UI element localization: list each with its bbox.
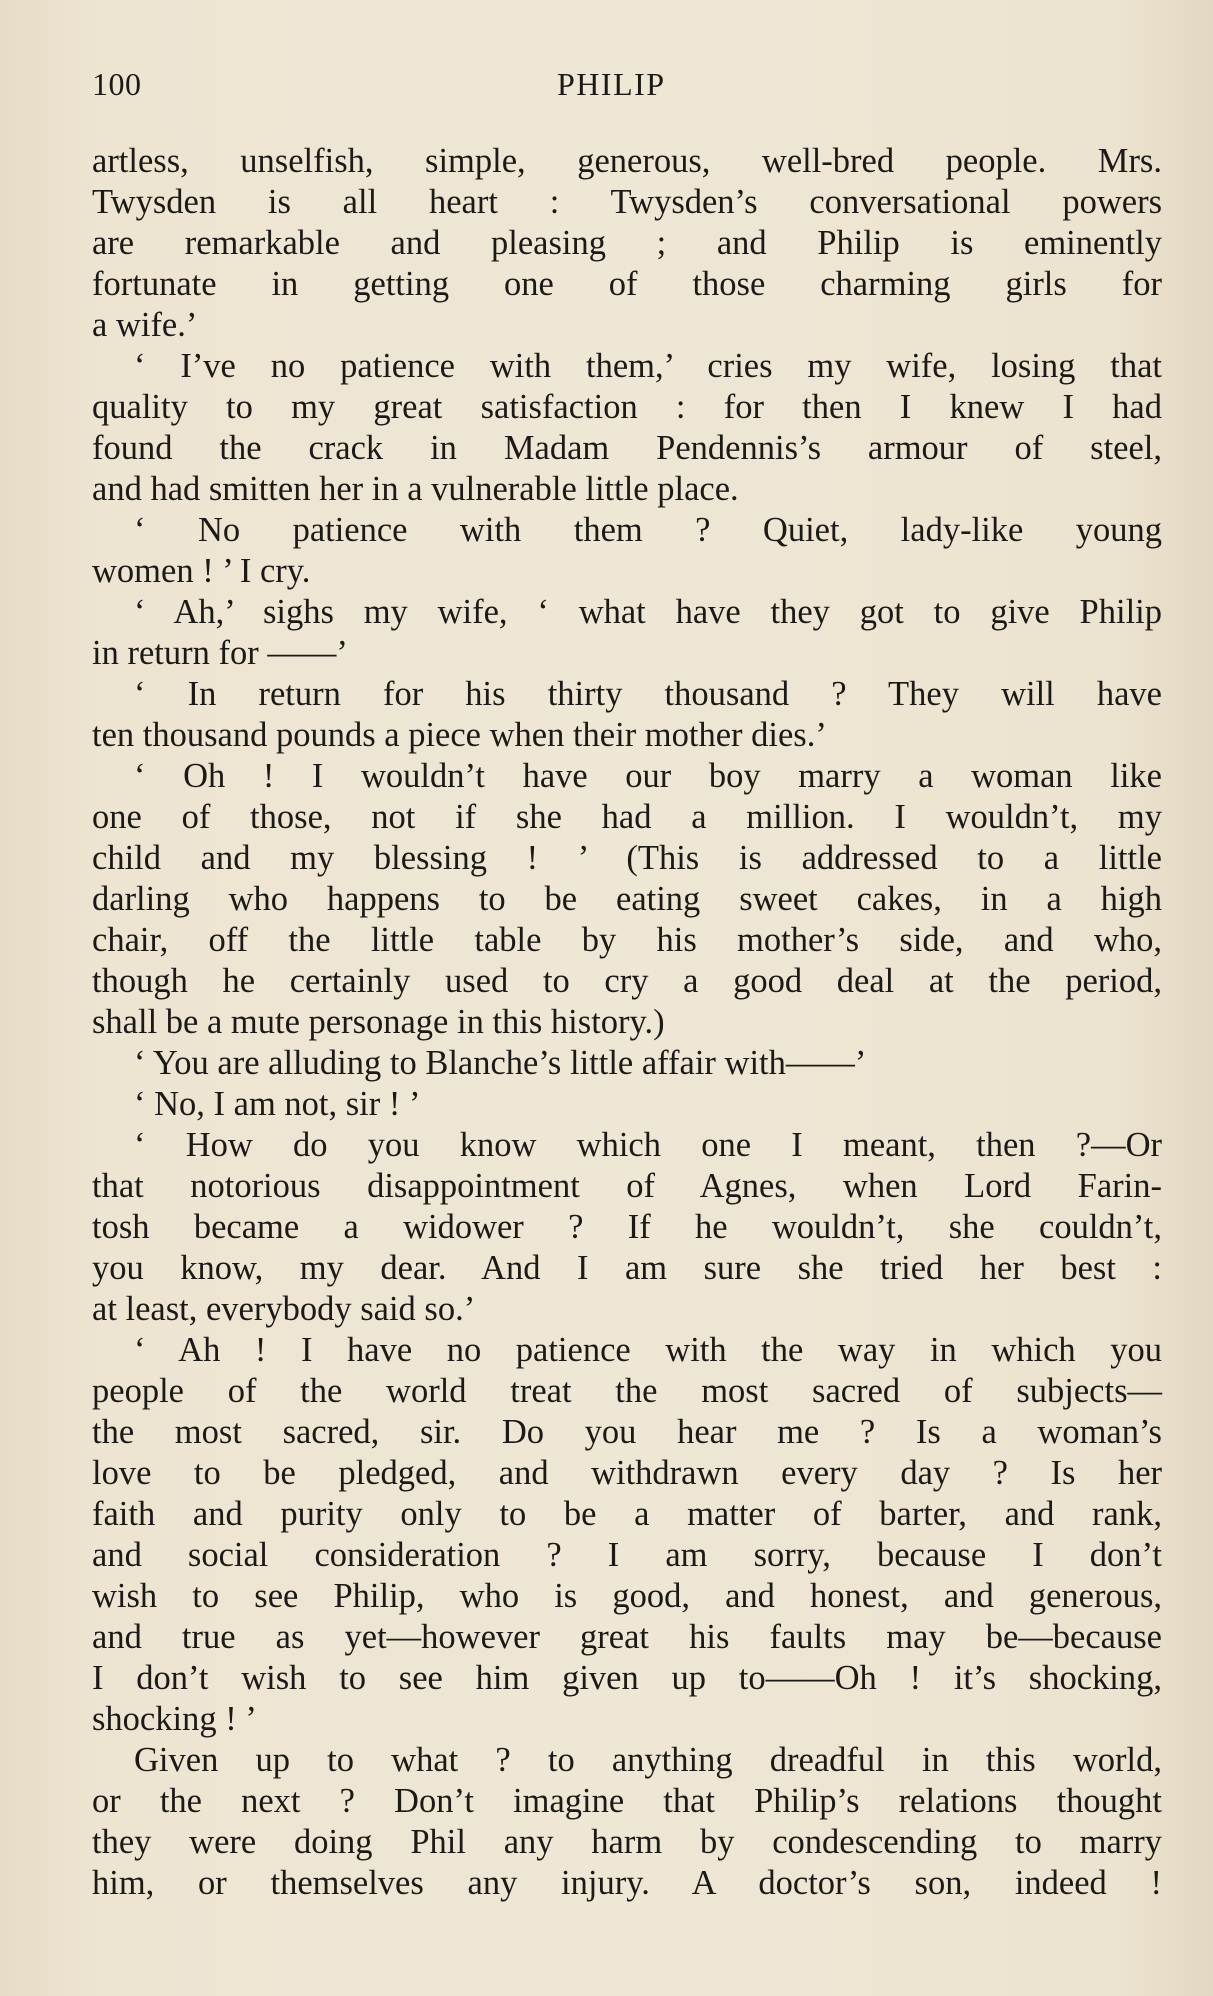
page-number: 100 [92, 66, 142, 102]
text-line: ‘ You are alluding to Blanche’s little affair with——’ [134, 1044, 867, 1082]
text-line: shocking ! ’ [92, 1700, 257, 1738]
text-line: people of the world treat the most sacred of subjects— [92, 1372, 1162, 1410]
text-line: they were doing Phil any harm by condescending to marry [92, 1823, 1162, 1861]
text-line: Twysden is all heart : Twysden’s conversational powers [92, 183, 1162, 221]
text-line: ten thousand pounds a piece when their mother dies.’ [92, 716, 827, 754]
text-line: I don’t wish to see him given up to——Oh ! it’s shocking, [92, 1659, 1162, 1697]
text-line: ‘ How do you know which one I meant, then ?—Or [134, 1126, 1162, 1164]
text-line: ‘ Oh ! I wouldn’t have our boy marry a woman like [134, 757, 1162, 795]
text-line: at least, everybody said so.’ [92, 1290, 476, 1328]
text-line: fortunate in getting one of those charming girls for [92, 265, 1162, 303]
text-line: you know, my dear. And I am sure she tried her best : [92, 1249, 1162, 1287]
text-line: though he certainly used to cry a good deal at the period, [92, 962, 1162, 1000]
text-line: him, or themselves any injury. A doctor’s son, indeed ! [92, 1864, 1162, 1902]
text-line: and social consideration ? I am sorry, because I don’t [92, 1536, 1162, 1574]
text-line: are remarkable and pleasing ; and Philip is eminently [92, 224, 1162, 262]
text-line: in return for ——’ [92, 634, 348, 672]
text-line: ‘ No, I am not, sir ! ’ [134, 1085, 421, 1123]
text-line: found the crack in Madam Pendennis’s armour of steel, [92, 429, 1162, 467]
text-line: and true as yet—however great his faults may be—because [92, 1618, 1162, 1656]
text-line: that notorious disappointment of Agnes, when Lord Farin- [92, 1167, 1162, 1205]
text-line: the most sacred, sir. Do you hear me ? Is a woman’s [92, 1413, 1162, 1451]
body-text [92, 141, 1162, 1904]
text-line: a wife.’ [92, 306, 198, 344]
text-line: ‘ In return for his thirty thousand ? They will have [134, 675, 1162, 713]
text-line: love to be pledged, and withdrawn every day ? Is her [92, 1454, 1162, 1492]
text-line: women ! ’ I cry. [92, 552, 311, 590]
text-line: one of those, not if she had a million. I wouldn’t, my [92, 798, 1162, 836]
text-line: artless, unselfish, simple, generous, well-bred people. Mrs. [92, 142, 1162, 180]
text-line: shall be a mute personage in this history.) [92, 1003, 665, 1041]
running-title: PHILIP [557, 66, 666, 102]
text-line: child and my blessing ! ’ (This is addressed to a little [92, 839, 1162, 877]
text-line: ‘ Ah,’ sighs my wife, ‘ what have they got to give Philip [134, 593, 1162, 631]
text-line: tosh became a widower ? If he wouldn’t, she couldn’t, [92, 1208, 1162, 1246]
text-line: chair, off the little table by his mother’s side, and who, [92, 921, 1162, 959]
text-line: wish to see Philip, who is good, and honest, and generous, [92, 1577, 1162, 1615]
text-line: ‘ No patience with them ? Quiet, lady-like young [134, 511, 1162, 549]
text-line: ‘ I’ve no patience with them,’ cries my wife, losing that [134, 347, 1162, 385]
text-line: ‘ Ah ! I have no patience with the way in which you [134, 1331, 1162, 1369]
text-line: darling who happens to be eating sweet cakes, in a high [92, 880, 1162, 918]
running-head [92, 66, 1162, 110]
text-line: and had smitten her in a vulnerable little place. [92, 470, 739, 508]
text-line: quality to my great satisfaction : for then I knew I had [92, 388, 1162, 426]
text-line: Given up to what ? to anything dreadful in this world, [134, 1741, 1162, 1779]
text-line: or the next ? Don’t imagine that Philip’s relations thought [92, 1782, 1162, 1820]
text-line: faith and purity only to be a matter of barter, and rank, [92, 1495, 1162, 1533]
